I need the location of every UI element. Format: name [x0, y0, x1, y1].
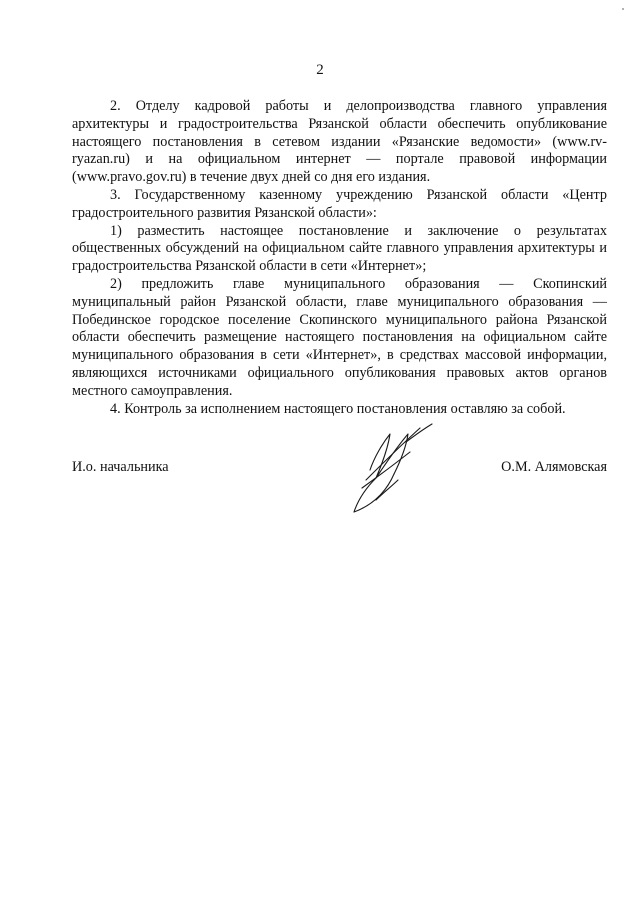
- paragraph-item-4: 4. Контроль за исполнением настоящего постановления оставляю за собой.: [110, 400, 566, 417]
- signatory-title: И.о. начальника: [72, 459, 169, 475]
- scan-speck: [622, 8, 624, 10]
- signatory-name: О.М. Алямовская: [501, 459, 607, 475]
- page-number: 2: [316, 62, 324, 78]
- handwritten-signature: [336, 408, 446, 518]
- paragraph-subitem-2: 2) предложить главе муниципального образования — Скопинский муниципальный район Рязанской области, главе муниципального образования — Побединское городское поселение Скопинского муниципального района Рязанской области обеспечить размещение настоящего постановления на официальном сайте муниципального образования в сети «Интернет», в средствах массовой информации, являющихся источниками официального опубликования правовых актов органов местного самоуправления.: [72, 275, 607, 399]
- paragraph-item-2: 2. Отделу кадровой работы и делопроизводства главного управления архитектуры и градостроительства Рязанской области обеспечить опубликование настоящего постановления в сетевом издании «Рязанские ведомости» (www.rv-ryazan.ru) и на официальном интернет — портале правовой информации (www.pravo.gov.ru) в течение двух дней со дня его издания.: [72, 98, 607, 186]
- paragraph-item-3: 3. Государственному казенному учреждению Рязанской области «Центр градостроительного развития Рязанской области»:: [72, 186, 607, 221]
- document-body: [72, 98, 607, 418]
- paragraph-subitem-1: 1) разместить настоящее постановление и заключение о результатах общественных обсуждений на официальном сайте главного управления архитектуры и градостроительства Рязанской области в сети «Интернет»;: [72, 222, 607, 275]
